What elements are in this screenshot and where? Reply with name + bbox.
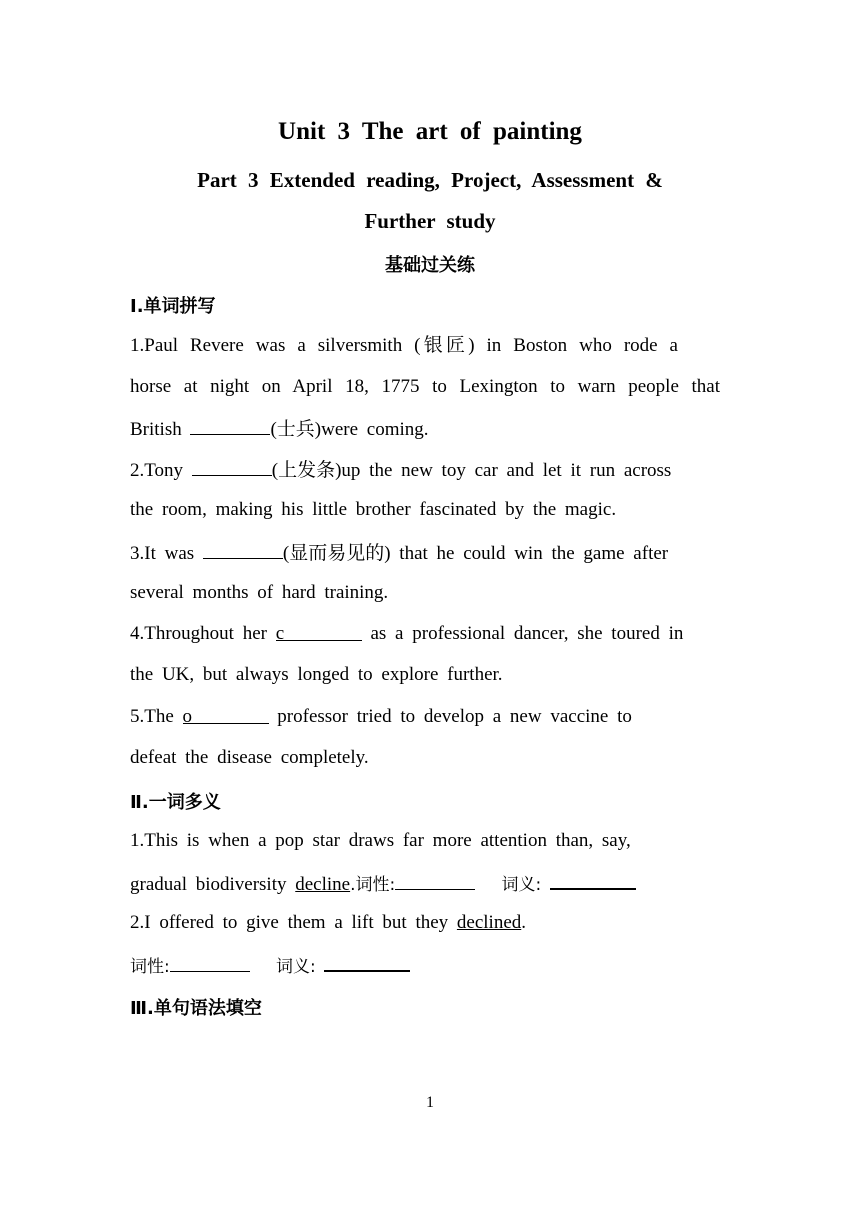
q1-answer-blank[interactable] xyxy=(190,416,270,435)
q5-initial-letter: o xyxy=(182,706,193,727)
q1-line2: horse at night on April 18, 1775 to Lexington to warn people that xyxy=(130,376,720,397)
q5-answer-blank[interactable] xyxy=(182,705,269,727)
q4-line1-post: as a professional dancer, she toured in xyxy=(370,623,684,644)
q2-line1 xyxy=(130,457,730,483)
q1-line3-post: (士兵)were coming. xyxy=(270,419,429,440)
q3-line1-pre: 3.It was xyxy=(130,543,195,564)
q5-line1-post: professor tried to develop a new vaccine to xyxy=(277,706,632,727)
q4-initial-letter: c xyxy=(275,623,285,644)
page-subtitle-line1: Part 3 Extended reading, Project, Assessment & xyxy=(197,168,663,192)
s2-q2-meaning-label: 词义: xyxy=(275,957,316,977)
section2-heading: Ⅱ.一词多义 xyxy=(130,792,221,813)
q4-line1 xyxy=(130,622,730,646)
s2-q1-line2 xyxy=(130,870,730,897)
s2-q1-line2-pre: gradual biodiversity xyxy=(130,874,287,895)
s2-q1-target-word: decline xyxy=(295,874,351,895)
s2-q1-meaning-blank[interactable] xyxy=(550,870,636,890)
s2-q2-line1-post: . xyxy=(521,912,527,933)
s2-q1-pos-blank[interactable] xyxy=(395,871,475,890)
s2-q2-line2 xyxy=(130,952,730,979)
q1-line3-pre: British xyxy=(130,419,182,440)
q3-line2: several months of hard training. xyxy=(130,582,389,603)
s2-q2-pos-blank[interactable] xyxy=(170,953,250,972)
section1-heading: Ⅰ.单词拼写 xyxy=(130,296,216,317)
page-subtitle-line2: Further study xyxy=(364,209,496,233)
q3-line1-post: (显而易见的) that he could win the game after xyxy=(282,543,669,564)
s2-q2-line1-pre: 2.I offered to give them a lift but they xyxy=(130,912,449,933)
q1-line3 xyxy=(130,416,730,442)
s2-q1-line1: 1.This is when a pop star draws far more attention than, say, xyxy=(130,830,631,851)
s2-q2-target-word: declined xyxy=(456,912,522,933)
q1-line1: 1.Paul Revere was a silversmith (银匠) in Boston who rode a xyxy=(130,335,678,356)
q2-line2: the room, making his little brother fascinated by the magic. xyxy=(130,499,617,520)
s2-q1-meaning-label: 词义: xyxy=(501,875,542,895)
page-title: Unit 3 The art of painting xyxy=(278,118,582,145)
q5-line1-pre: 5.The xyxy=(130,706,174,727)
exercise-header: 基础过关练 xyxy=(385,255,475,276)
q3-line1 xyxy=(130,540,730,566)
page-number: 1 xyxy=(426,1094,434,1111)
q4-answer-blank[interactable] xyxy=(275,622,362,644)
s2-q2-pos-label: 词性: xyxy=(130,957,170,977)
q4-line1-pre: 4.Throughout her xyxy=(130,623,267,644)
q2-answer-blank[interactable] xyxy=(192,457,272,476)
section3-heading: Ⅲ.单句语法填空 xyxy=(130,998,262,1019)
q3-answer-blank[interactable] xyxy=(203,540,283,559)
s2-q2-meaning-blank[interactable] xyxy=(324,952,410,972)
s2-q1-pos-label: .词性: xyxy=(350,875,396,895)
q5-line2: defeat the disease completely. xyxy=(130,747,369,768)
q5-line1 xyxy=(130,705,730,729)
q2-line1-post: (上发条)up the new toy car and let it run across xyxy=(271,460,672,481)
q4-line2: the UK, but always longed to explore further. xyxy=(130,664,503,685)
q2-line1-pre: 2.Tony xyxy=(130,460,184,481)
s2-q2-line1 xyxy=(130,911,730,935)
